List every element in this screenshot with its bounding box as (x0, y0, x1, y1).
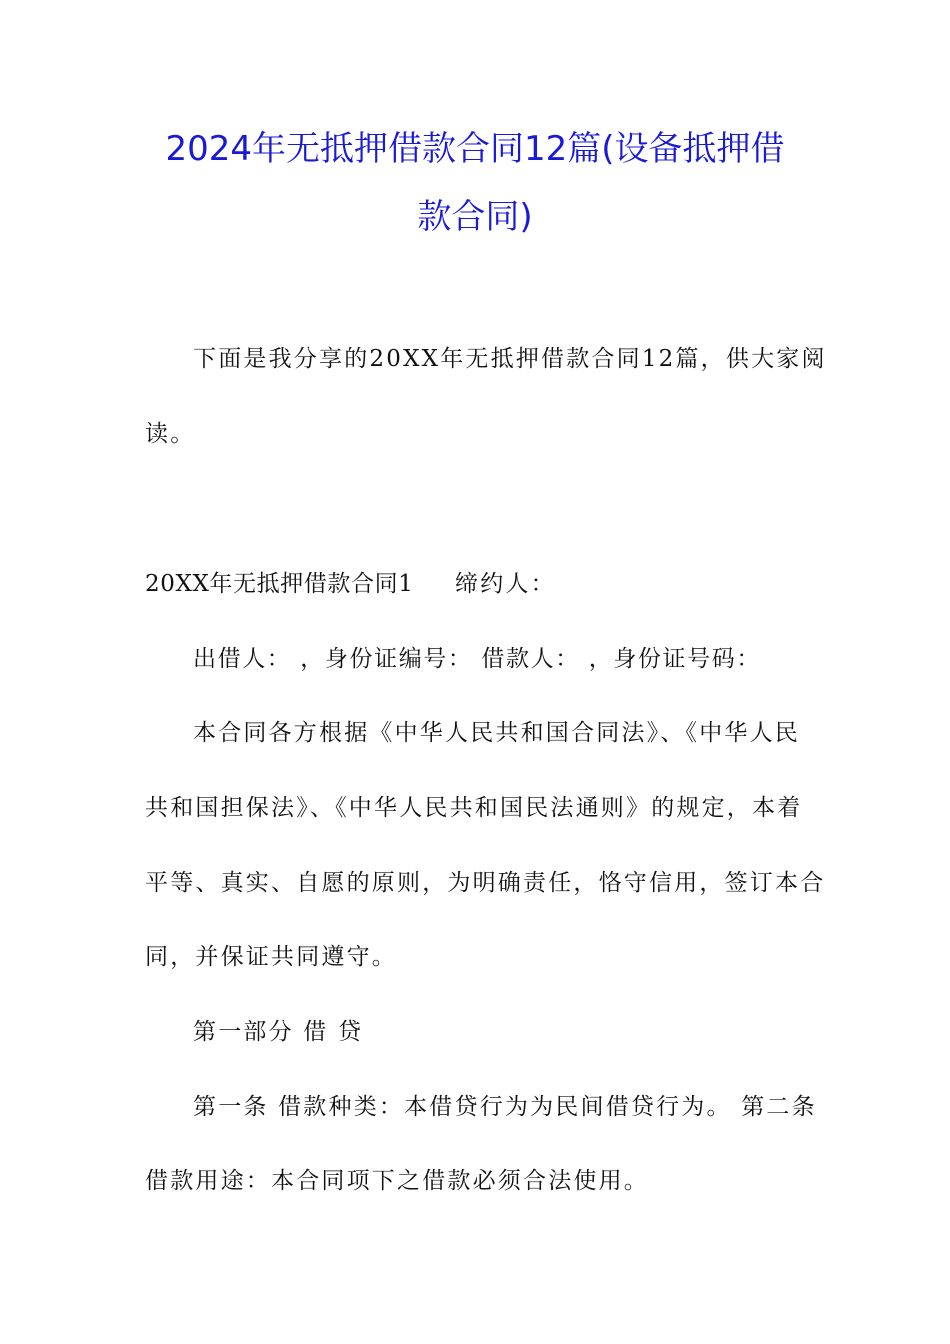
intro-line-2: 读。 (145, 421, 196, 447)
document-title-line-2: 款合同) (417, 197, 533, 237)
para1-line-3: 平等、真实、自愿的原则，为明确责任，恪守信用，签订本合 (145, 870, 826, 896)
document-title-line-1: 2024年无抵押借款合同12篇(设备抵押借 (165, 129, 785, 169)
contract-heading: 20XX年无抵押借款合同1 (145, 571, 414, 597)
para1-line-4: 同，并保证共同遵守。 (145, 944, 397, 970)
intro-line-1: 下面是我分享的20XX年无抵押借款合同12篇，供大家阅 (193, 346, 827, 372)
para1-line-2: 共和国担保法》、《中华人民共和国民法通则》的规定，本着 (145, 795, 803, 821)
para1-line-1: 本合同各方根据《中华人民共和国合同法》、《中华人民 (193, 720, 800, 746)
article-1-line-2: 借款用途：本合同项下之借款必须合法使用。 (145, 1168, 649, 1194)
article-1-line-1: 第一条 借款种类：本借贷行为为民间借贷行为。 第二条 (193, 1094, 817, 1120)
part-one-heading: 第一部分 借 贷 (193, 1019, 364, 1045)
parties-line: 出借人： ，身份证编号： 借款人： ，身份证号码： (193, 646, 761, 672)
signatories-label: 缔约人： (455, 571, 556, 597)
